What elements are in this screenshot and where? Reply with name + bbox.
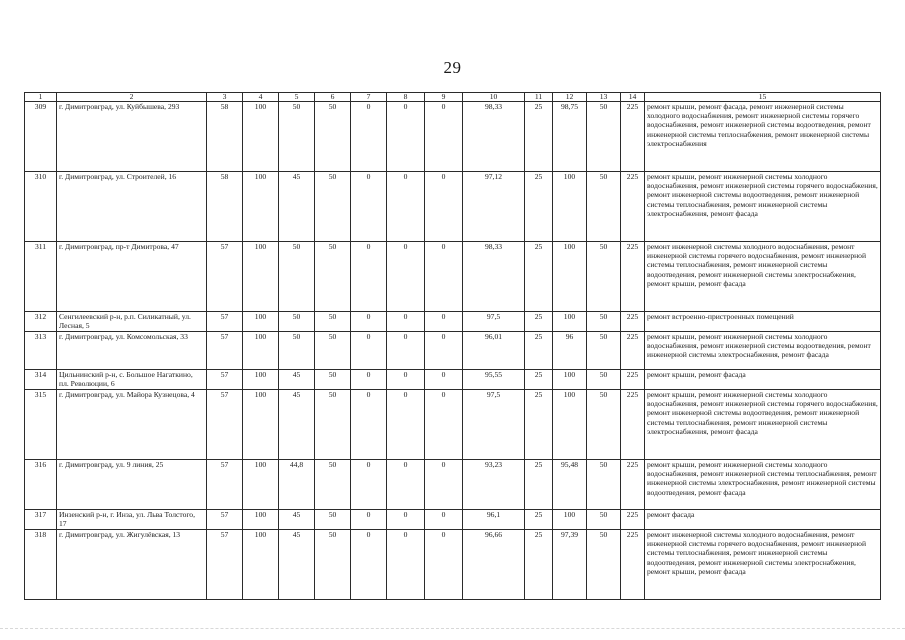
column-header-4: 4	[243, 93, 279, 102]
cell-col-5: 45	[279, 172, 315, 242]
cell-col-8: 0	[387, 530, 425, 600]
cell-col-3: 57	[207, 242, 243, 312]
cell-col-11: 25	[525, 332, 553, 370]
cell-col-8: 0	[387, 312, 425, 332]
column-header-3: 3	[207, 93, 243, 102]
table-row	[25, 332, 881, 370]
cell-col-10: 98,33	[463, 102, 525, 172]
cell-col-9: 0	[425, 460, 463, 510]
cell-col-7: 0	[351, 390, 387, 460]
cell-col-12: 100	[553, 242, 587, 312]
cell-col-3: 57	[207, 390, 243, 460]
work-types-cell: ремонт встроенно-пристроенных помещений	[645, 312, 881, 332]
address-cell: г. Димитровград, ул. 9 линия, 25	[57, 460, 207, 510]
cell-col-6: 50	[315, 242, 351, 312]
table-row	[25, 370, 881, 390]
work-types-cell: ремонт крыши, ремонт инженерной системы холодного водоснабжения, ремонт инженерной системы горячего водоснабжения, ремонт инженерной системы водоотведения, ремонт инженерной системы теплоснабжения, ремонт инженерной системы электроснабжения, ремонт фасада	[645, 172, 881, 242]
cell-col-9: 0	[425, 530, 463, 600]
cell-col-10: 95,55	[463, 370, 525, 390]
cell-col-13: 50	[587, 510, 621, 530]
cell-col-12: 97,39	[553, 530, 587, 600]
cell-col-8: 0	[387, 390, 425, 460]
address-cell: Сенгилеевский р-н, р.п. Силикатный, ул. Лесная, 5	[57, 312, 207, 332]
row-number-cell: 312	[25, 312, 57, 332]
cell-col-11: 25	[525, 242, 553, 312]
work-types-cell: ремонт крыши, ремонт фасада	[645, 370, 881, 390]
table-row	[25, 312, 881, 332]
cell-col-12: 100	[553, 510, 587, 530]
cell-col-5: 44,8	[279, 460, 315, 510]
address-cell: г. Димитровград, ул. Строителей, 16	[57, 172, 207, 242]
column-header-8: 8	[387, 93, 425, 102]
cell-col-4: 100	[243, 370, 279, 390]
cell-col-10: 98,33	[463, 242, 525, 312]
cell-col-5: 50	[279, 242, 315, 312]
cell-col-14: 225	[621, 460, 645, 510]
cell-col-7: 0	[351, 510, 387, 530]
column-header-9: 9	[425, 93, 463, 102]
row-number-cell: 318	[25, 530, 57, 600]
cell-col-6: 50	[315, 390, 351, 460]
address-cell: г. Димитровград, ул. Майора Кузнецова, 4	[57, 390, 207, 460]
cell-col-13: 50	[587, 390, 621, 460]
cell-col-3: 57	[207, 530, 243, 600]
cell-col-13: 50	[587, 530, 621, 600]
cell-col-8: 0	[387, 242, 425, 312]
row-number-cell: 311	[25, 242, 57, 312]
cell-col-5: 45	[279, 390, 315, 460]
cell-col-11: 25	[525, 370, 553, 390]
cell-col-14: 225	[621, 390, 645, 460]
address-cell: Цильнинский р-н, с. Большое Нагаткино, пл. Революции, 6	[57, 370, 207, 390]
cell-col-5: 50	[279, 312, 315, 332]
work-types-cell: ремонт фасада	[645, 510, 881, 530]
cell-col-3: 57	[207, 460, 243, 510]
cell-col-6: 50	[315, 312, 351, 332]
repair-program-table	[24, 92, 881, 600]
cell-col-11: 25	[525, 102, 553, 172]
cell-col-3: 57	[207, 370, 243, 390]
cell-col-7: 0	[351, 370, 387, 390]
row-number-cell: 314	[25, 370, 57, 390]
cell-col-8: 0	[387, 332, 425, 370]
cell-col-4: 100	[243, 102, 279, 172]
cell-col-12: 96	[553, 332, 587, 370]
cell-col-8: 0	[387, 510, 425, 530]
cell-col-6: 50	[315, 332, 351, 370]
address-cell: Инзенский р-н, г. Инза, ул. Льва Толстого, 17	[57, 510, 207, 530]
work-types-cell: ремонт крыши, ремонт инженерной системы холодного водоснабжения, ремонт инженерной системы водоотведения, ремонт инженерной системы электроснабжения, ремонт фасада	[645, 332, 881, 370]
cell-col-4: 100	[243, 242, 279, 312]
column-numbers-header	[25, 93, 881, 102]
cell-col-7: 0	[351, 172, 387, 242]
work-types-cell: ремонт инженерной системы холодного водоснабжения, ремонт инженерной системы горячего водоснабжения, ремонт инженерной системы теплоснабжения, ремонт инженерной системы водоотведения, ремонт инженерной системы электроснабжения, ремонт крыши, ремонт фасада	[645, 530, 881, 600]
table-row	[25, 510, 881, 530]
cell-col-9: 0	[425, 370, 463, 390]
cell-col-7: 0	[351, 242, 387, 312]
cell-col-14: 225	[621, 312, 645, 332]
row-number-cell: 317	[25, 510, 57, 530]
cell-col-9: 0	[425, 312, 463, 332]
address-cell: г. Димитровград, ул. Комсомольская, 33	[57, 332, 207, 370]
cell-col-7: 0	[351, 530, 387, 600]
cell-col-11: 25	[525, 530, 553, 600]
cell-col-13: 50	[587, 312, 621, 332]
page-number: 29	[443, 58, 462, 77]
cell-col-6: 50	[315, 510, 351, 530]
address-cell: г. Димитровград, ул. Жигулёвская, 13	[57, 530, 207, 600]
cell-col-12: 98,75	[553, 102, 587, 172]
column-header-14: 14	[621, 93, 645, 102]
cell-col-14: 225	[621, 332, 645, 370]
cell-col-12: 100	[553, 370, 587, 390]
cell-col-13: 50	[587, 102, 621, 172]
row-number-cell: 309	[25, 102, 57, 172]
address-cell: г. Димитровград, пр-т Димитрова, 47	[57, 242, 207, 312]
cell-col-7: 0	[351, 332, 387, 370]
cell-col-10: 97,12	[463, 172, 525, 242]
cell-col-12: 100	[553, 172, 587, 242]
cell-col-9: 0	[425, 102, 463, 172]
cell-col-10: 96,1	[463, 510, 525, 530]
cell-col-14: 225	[621, 530, 645, 600]
cell-col-8: 0	[387, 102, 425, 172]
cell-col-10: 96,66	[463, 530, 525, 600]
cell-col-9: 0	[425, 510, 463, 530]
row-number-cell: 313	[25, 332, 57, 370]
cell-col-13: 50	[587, 172, 621, 242]
cell-col-14: 225	[621, 102, 645, 172]
cell-col-4: 100	[243, 172, 279, 242]
cell-col-9: 0	[425, 390, 463, 460]
cell-col-13: 50	[587, 370, 621, 390]
column-header-10: 10	[463, 93, 525, 102]
cell-col-7: 0	[351, 460, 387, 510]
work-types-cell: ремонт инженерной системы холодного водоснабжения, ремонт инженерной системы горячего водоснабжения, ремонт инженерной системы теплоснабжения, ремонт инженерной системы водоотведения, ремонт инженерной системы электроснабжения, ремонт крыши, ремонт фасада	[645, 242, 881, 312]
cell-col-3: 57	[207, 312, 243, 332]
work-types-cell: ремонт крыши, ремонт инженерной системы холодного водоснабжения, ремонт инженерной системы теплоснабжения, ремонт инженерной системы электроснабжения, ремонт инженерной системы водоотведения, ремонт фасада	[645, 460, 881, 510]
cell-col-8: 0	[387, 460, 425, 510]
column-header-13: 13	[587, 93, 621, 102]
cell-col-13: 50	[587, 332, 621, 370]
cell-col-5: 45	[279, 510, 315, 530]
cell-col-10: 97,5	[463, 312, 525, 332]
cell-col-4: 100	[243, 332, 279, 370]
cell-col-3: 57	[207, 332, 243, 370]
cell-col-12: 100	[553, 312, 587, 332]
cell-col-12: 100	[553, 390, 587, 460]
cell-col-5: 45	[279, 370, 315, 390]
cell-col-5: 50	[279, 102, 315, 172]
cell-col-6: 50	[315, 370, 351, 390]
table-row	[25, 172, 881, 242]
cell-col-6: 50	[315, 102, 351, 172]
table-row	[25, 390, 881, 460]
cell-col-3: 57	[207, 510, 243, 530]
cell-col-9: 0	[425, 242, 463, 312]
address-cell: г. Димитровград, ул. Куйбышева, 293	[57, 102, 207, 172]
column-header-11: 11	[525, 93, 553, 102]
work-types-cell: ремонт крыши, ремонт инженерной системы холодного водоснабжения, ремонт инженерной системы горячего водоснабжения, ремонт инженерной системы водоотведения, ремонт инженерной системы теплоснабжения, ремонт инженерной системы электроснабжения, ремонт фасада	[645, 390, 881, 460]
cell-col-7: 0	[351, 312, 387, 332]
cell-col-4: 100	[243, 390, 279, 460]
cell-col-10: 96,01	[463, 332, 525, 370]
cell-col-5: 50	[279, 332, 315, 370]
cell-col-13: 50	[587, 460, 621, 510]
cell-col-11: 25	[525, 510, 553, 530]
cell-col-6: 50	[315, 460, 351, 510]
cell-col-14: 225	[621, 370, 645, 390]
table-row	[25, 242, 881, 312]
cell-col-12: 95,48	[553, 460, 587, 510]
cell-col-13: 50	[587, 242, 621, 312]
table-body	[25, 102, 881, 600]
cell-col-11: 25	[525, 312, 553, 332]
column-header-6: 6	[315, 93, 351, 102]
cell-col-10: 93,23	[463, 460, 525, 510]
column-header-5: 5	[279, 93, 315, 102]
cell-col-3: 58	[207, 102, 243, 172]
cell-col-10: 97,5	[463, 390, 525, 460]
cell-col-6: 50	[315, 530, 351, 600]
cell-col-4: 100	[243, 530, 279, 600]
cell-col-6: 50	[315, 172, 351, 242]
cell-col-14: 225	[621, 242, 645, 312]
cell-col-11: 25	[525, 390, 553, 460]
cell-col-5: 45	[279, 530, 315, 600]
cell-col-11: 25	[525, 460, 553, 510]
table-row	[25, 460, 881, 510]
row-number-cell: 316	[25, 460, 57, 510]
cell-col-14: 225	[621, 510, 645, 530]
table-row	[25, 102, 881, 172]
column-header-15: 15	[645, 93, 881, 102]
cell-col-4: 100	[243, 460, 279, 510]
row-number-cell: 315	[25, 390, 57, 460]
cell-col-14: 225	[621, 172, 645, 242]
cell-col-4: 100	[243, 312, 279, 332]
scan-artifact-line	[0, 628, 905, 630]
cell-col-8: 0	[387, 370, 425, 390]
column-header-2: 2	[57, 93, 207, 102]
cell-col-9: 0	[425, 332, 463, 370]
row-number-cell: 310	[25, 172, 57, 242]
cell-col-4: 100	[243, 510, 279, 530]
cell-col-3: 58	[207, 172, 243, 242]
cell-col-8: 0	[387, 172, 425, 242]
column-header-7: 7	[351, 93, 387, 102]
column-header-1: 1	[25, 93, 57, 102]
work-types-cell: ремонт крыши, ремонт фасада, ремонт инженерной системы холодного водоснабжения, ремонт инженерной системы горячего водоснабжения, ремонт инженерной системы водоотведения, ремонт инженерной системы теплоснабжения, ремонт инженерной системы электроснабжения	[645, 102, 881, 172]
column-header-12: 12	[553, 93, 587, 102]
cell-col-7: 0	[351, 102, 387, 172]
cell-col-11: 25	[525, 172, 553, 242]
cell-col-9: 0	[425, 172, 463, 242]
table-row	[25, 530, 881, 600]
